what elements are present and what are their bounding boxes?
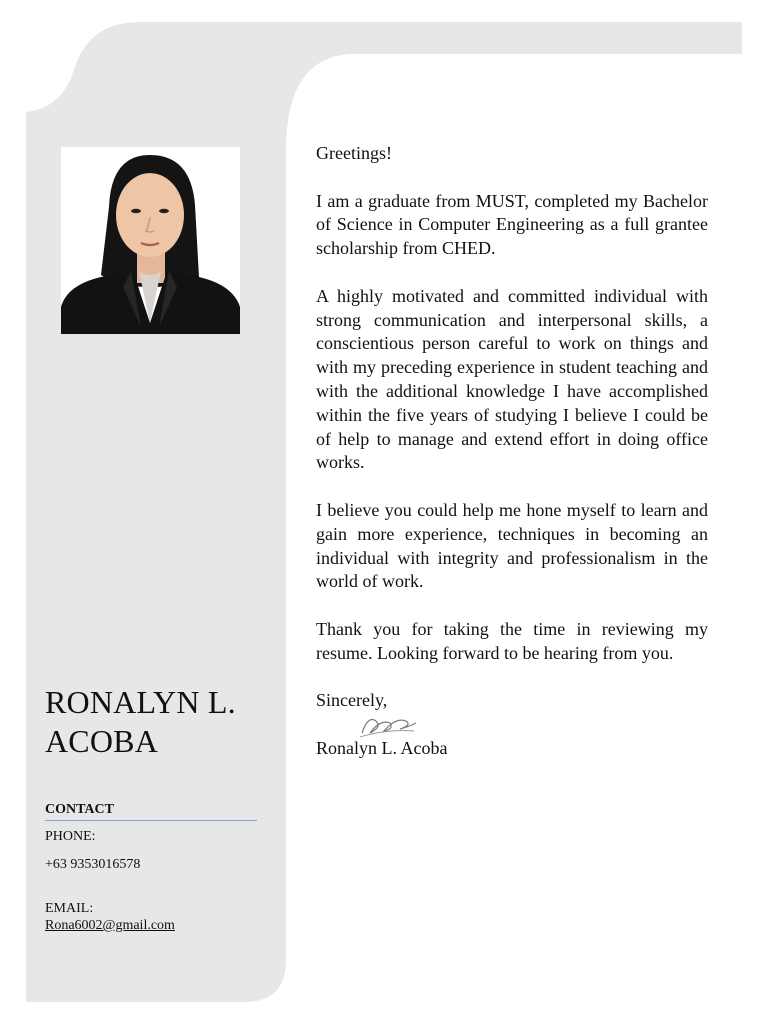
email-label: EMAIL: [45,901,94,916]
letter-signatory: Ronalyn L. Acoba [316,737,448,758]
email-link[interactable]: Rona6002@gmail.com [45,918,175,933]
letter-paragraph-1: I am a graduate from MUST, completed my Bachelor of Science in Computer Engineering as a full grantee scholarship from CHED. [316,190,708,259]
contact-section [45,802,257,934]
phone-value: +63 9353016578 [45,857,141,872]
letter-closing: Sincerely, [316,690,388,711]
name-line-1: RONALYN L. [45,684,236,720]
cover-letter [316,142,708,761]
letter-paragraph-2: A highly motivated and committed individual with strong communication and interpersonal skills, a conscientious person careful to work on things and with my preceding experience in student teaching and with the additional knowledge I have accomplished within the five years of studying I believe I could be of help to manage and extend effort in doing office works. [316,285,708,473]
contact-heading: CONTACT [45,802,257,821]
signature-block [316,737,708,761]
phone-label: PHONE: [45,829,96,844]
letter-paragraph-3: I believe you could help me hone myself to learn and gain more experience, techniques in becoming an individual with integrity and professionalism in the world of work. [316,499,708,592]
handwritten-signature [356,711,418,741]
letter-paragraph-4: Thank you for taking the time in reviewing my resume. Looking forward to be hearing from you. [316,618,708,663]
profile-photo [61,147,240,334]
letter-greeting: Greetings! [316,143,392,163]
applicant-name [45,683,275,761]
name-line-2: ACOBA [45,723,159,759]
